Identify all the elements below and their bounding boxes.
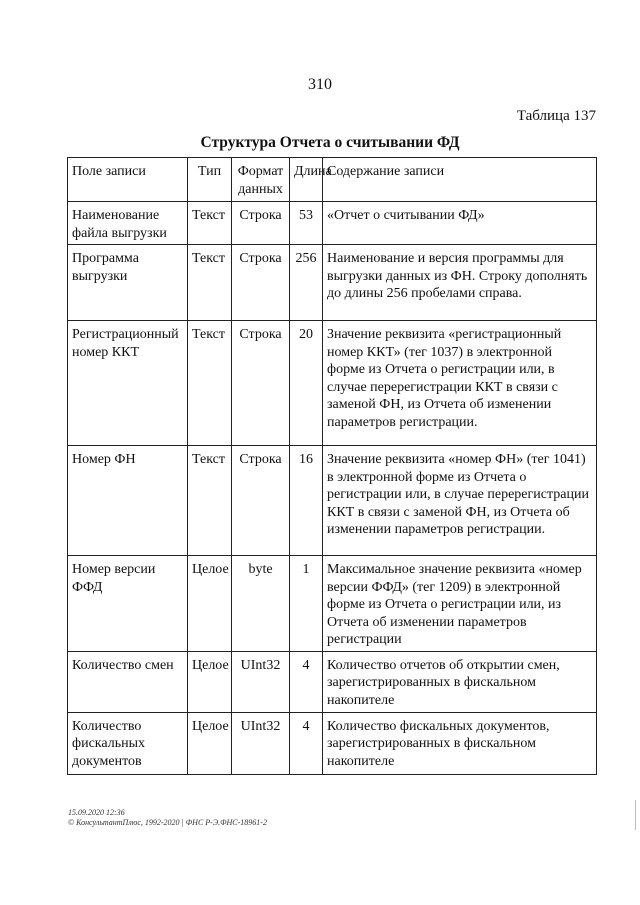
cell-content: Наименование и версия программы для выгрузки данных из ФН. Строку дополнять до длины 256 пробелами справа. <box>323 245 597 321</box>
cell-format: Строка <box>232 446 290 556</box>
header-content: Содержание записи <box>323 158 597 202</box>
document-title: Структура Отчета о считывании ФД <box>200 134 460 151</box>
cell-content: «Отчет о считывании ФД» <box>323 202 597 245</box>
table-header-row <box>68 158 597 202</box>
report-structure-table <box>67 157 597 775</box>
table-row <box>68 245 597 321</box>
cell-content: Максимальное значение реквизита «номер версии ФФД» (тег 1209) в электронной форме из Отчета о регистрации или, из Отчета об изменении параметров регистрации <box>323 556 597 652</box>
cell-format: Строка <box>232 321 290 446</box>
cell-field: Номер версии ФФД <box>68 556 188 652</box>
page-footer <box>68 808 267 828</box>
cell-length: 16 <box>290 446 323 556</box>
table-row <box>68 712 597 774</box>
cell-length: 4 <box>290 651 323 712</box>
cell-type: Целое <box>188 556 232 652</box>
header-field: Поле записи <box>68 158 188 202</box>
header-type: Тип <box>188 158 232 202</box>
scan-edge-mark <box>635 800 636 830</box>
cell-type: Текст <box>188 321 232 446</box>
cell-format: UInt32 <box>232 712 290 774</box>
header-length: Длина <box>290 158 323 202</box>
cell-format: Строка <box>232 202 290 245</box>
cell-field: Программа выгрузки <box>68 245 188 321</box>
cell-length: 1 <box>290 556 323 652</box>
cell-type: Текст <box>188 446 232 556</box>
cell-type: Текст <box>188 202 232 245</box>
table-row <box>68 651 597 712</box>
page-number: 310 <box>308 76 332 93</box>
cell-field: Наименование файла выгрузки <box>68 202 188 245</box>
table-row <box>68 556 597 652</box>
cell-length: 53 <box>290 202 323 245</box>
table-row <box>68 321 597 446</box>
cell-field: Количество смен <box>68 651 188 712</box>
cell-content: Количество отчетов об открытии смен, зарегистрированных в фискальном накопителе <box>323 651 597 712</box>
footer-source: © КонсультантПлюс, 1992-2020 | ФНС Р-Э.ФНС-18961-2 <box>68 818 267 827</box>
cell-type: Целое <box>188 712 232 774</box>
table-row <box>68 446 597 556</box>
cell-field: Регистрационный номер ККТ <box>68 321 188 446</box>
cell-type: Текст <box>188 245 232 321</box>
cell-field: Номер ФН <box>68 446 188 556</box>
cell-length: 256 <box>290 245 323 321</box>
cell-format: byte <box>232 556 290 652</box>
cell-format: UInt32 <box>232 651 290 712</box>
table-row <box>68 202 597 245</box>
cell-length: 4 <box>290 712 323 774</box>
cell-content: Значение реквизита «номер ФН» (тег 1041) в электронной форме из Отчета о регистрации или, в случае перерегистрации ККТ в связи с заменой ФН, из Отчета об изменении параметров регистрации. <box>323 446 597 556</box>
cell-content: Количество фискальных документов, зарегистрированных в фискальном накопителе <box>323 712 597 774</box>
cell-field: Количество фискальных документов <box>68 712 188 774</box>
header-format: Формат данных <box>232 158 290 202</box>
footer-timestamp: 15.09.2020 12:36 <box>68 808 125 817</box>
cell-length: 20 <box>290 321 323 446</box>
cell-content: Значение реквизита «регистрационный номер ККТ» (тег 1037) в электронной форме из Отчета о регистрации или, в случае перерегистрации ККТ в связи с заменой ФН, из Отчета об изменении параметров регистрации. <box>323 321 597 446</box>
table-label: Таблица 137 <box>516 108 596 124</box>
cell-format: Строка <box>232 245 290 321</box>
cell-type: Целое <box>188 651 232 712</box>
